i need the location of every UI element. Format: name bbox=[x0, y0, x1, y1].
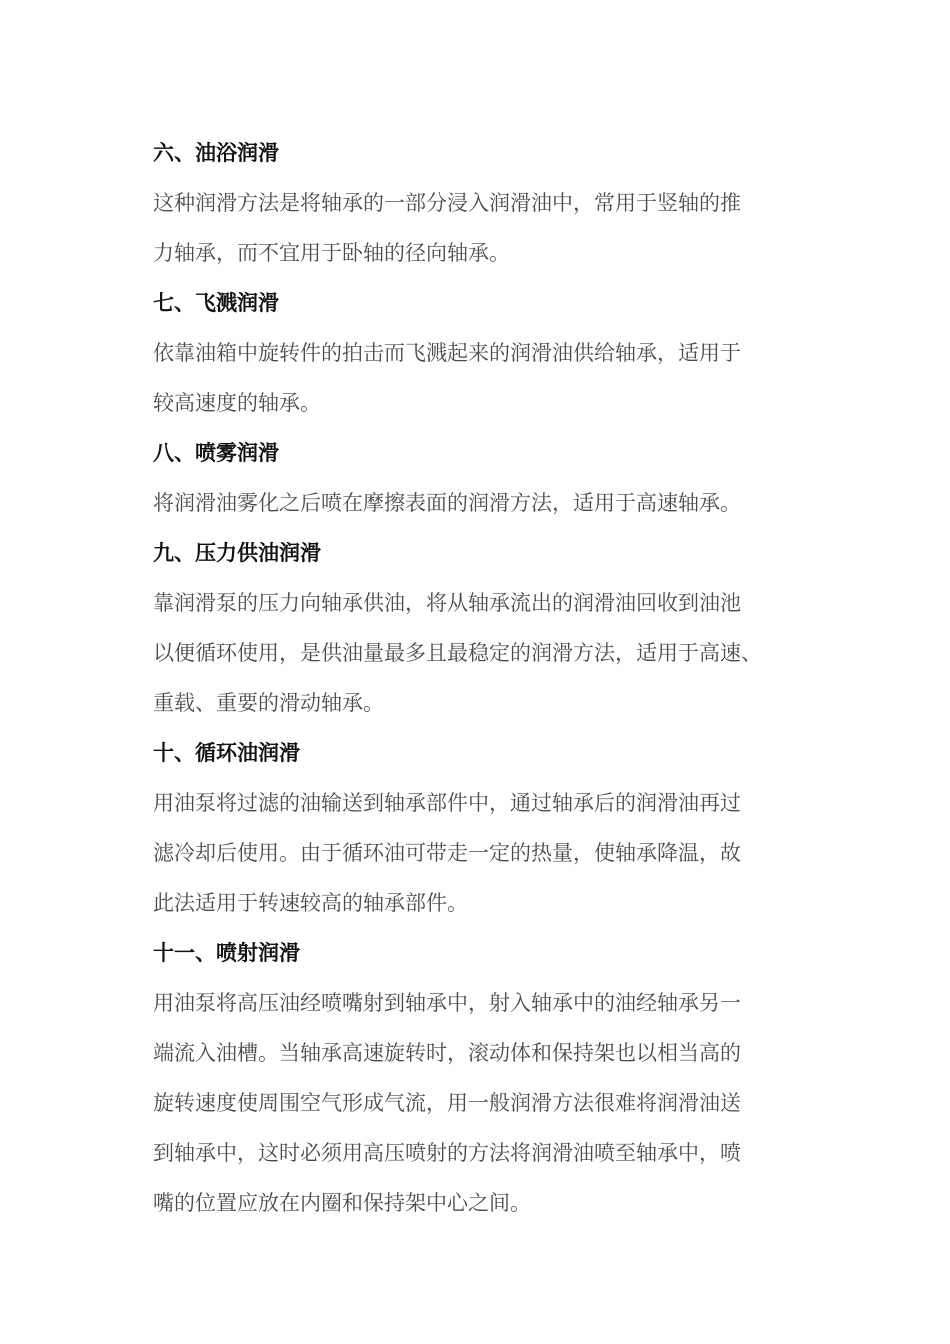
paragraph-line: 较高速度的轴承。 bbox=[153, 391, 321, 415]
paragraph-line: 此法适用于转速较高的轴承部件。 bbox=[153, 891, 468, 915]
paragraph-line: 滤冷却后使用。由于循环油可带走一定的热量，使轴承降温，故 bbox=[153, 841, 741, 865]
document-content bbox=[153, 128, 813, 1228]
paragraph-line: 力轴承，而不宜用于卧轴的径向轴承。 bbox=[153, 241, 510, 265]
paragraph-line: 以便循环使用，是供油量最多且最稳定的润滑方法，适用于高速、 bbox=[153, 641, 762, 665]
paragraph-line: 端流入油槽。当轴承高速旋转时，滚动体和保持架也以相当高的 bbox=[153, 1041, 741, 1065]
paragraph-line: 靠润滑泵的压力向轴承供油，将从轴承流出的润滑油回收到油池 bbox=[153, 591, 741, 615]
paragraph-line: 将润滑油雾化之后喷在摩擦表面的润滑方法，适用于高速轴承。 bbox=[153, 491, 741, 515]
paragraph-line: 旋转速度使周围空气形成气流，用一般润滑方法很难将润滑油送 bbox=[153, 1091, 741, 1115]
section-circulating-oil bbox=[153, 728, 813, 928]
paragraph-line: 这种润滑方法是将轴承的一部分浸入润滑油中，常用于竖轴的推 bbox=[153, 191, 741, 215]
section-pressure-feed bbox=[153, 528, 813, 728]
section-heading: 九、压力供油润滑 bbox=[153, 540, 321, 565]
paragraph-line: 依靠油箱中旋转件的拍击而飞溅起来的润滑油供给轴承，适用于 bbox=[153, 341, 741, 365]
paragraph-line: 到轴承中，这时必须用高压喷射的方法将润滑油喷至轴承中，喷 bbox=[153, 1141, 741, 1165]
paragraph-line: 用油泵将过滤的油输送到轴承部件中，通过轴承后的润滑油再过 bbox=[153, 791, 741, 815]
section-heading: 七、飞溅润滑 bbox=[153, 290, 279, 315]
section-jet bbox=[153, 928, 813, 1228]
section-heading: 八、喷雾润滑 bbox=[153, 440, 279, 465]
section-heading: 六、油浴润滑 bbox=[153, 140, 279, 165]
section-splash bbox=[153, 278, 813, 428]
section-spray bbox=[153, 428, 813, 528]
section-heading: 十一、喷射润滑 bbox=[153, 940, 300, 965]
paragraph-line: 重载、重要的滑动轴承。 bbox=[153, 691, 384, 715]
paragraph-line: 用油泵将高压油经喷嘴射到轴承中，射入轴承中的油经轴承另一 bbox=[153, 991, 741, 1015]
section-oil-bath bbox=[153, 128, 813, 278]
paragraph-line: 嘴的位置应放在内圈和保持架中心之间。 bbox=[153, 1191, 531, 1215]
section-heading: 十、循环油润滑 bbox=[153, 740, 300, 765]
